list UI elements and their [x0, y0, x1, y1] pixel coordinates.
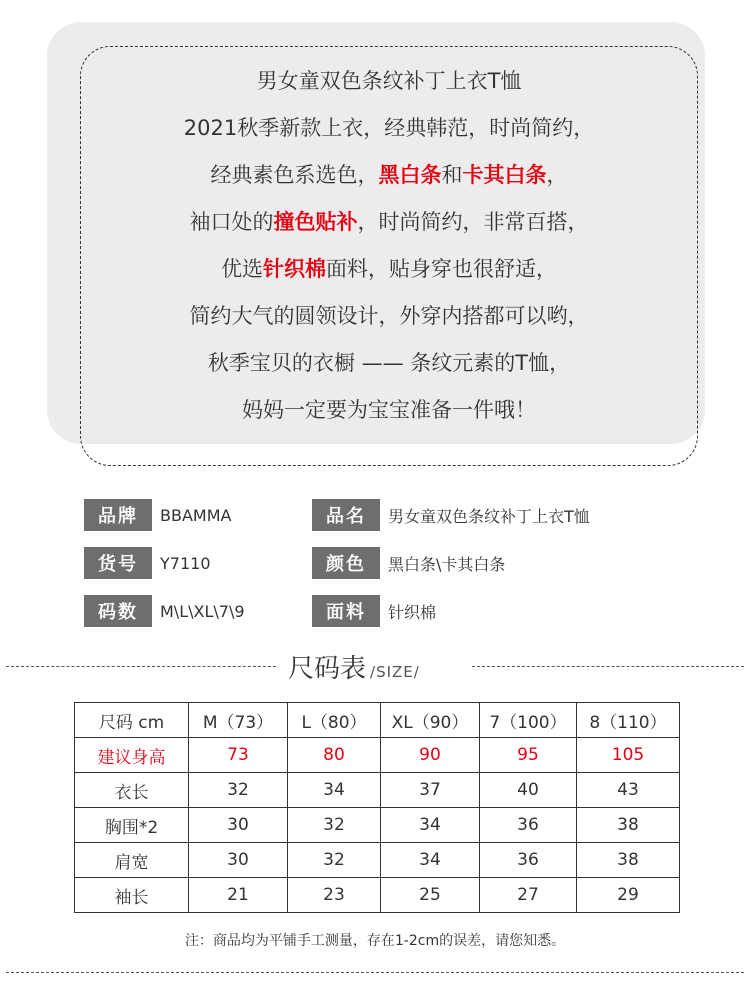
spec-item-no-label: 货号 [84, 547, 152, 579]
size-table-cell: 34 [381, 843, 480, 878]
intro-text: 和 [441, 163, 463, 187]
size-table-row [75, 878, 680, 913]
size-table-cell: 105 [577, 738, 680, 773]
spec-brand [84, 499, 231, 531]
spec-color [312, 547, 505, 579]
spec-item-no-value: Y7110 [160, 553, 211, 573]
size-table-cell: 34 [288, 773, 381, 808]
size-table-cell: 23 [288, 878, 381, 913]
size-chart-heading [288, 648, 463, 684]
size-table-row [75, 738, 680, 773]
intro-line [80, 246, 698, 293]
size-table-cell: 32 [288, 808, 381, 843]
size-table-row-label: 肩宽 [75, 843, 189, 878]
size-table-header-cell: 7（100） [480, 703, 577, 738]
size-table-cell: 36 [480, 808, 577, 843]
bottom-divider [6, 972, 744, 973]
size-table-cell: 21 [189, 878, 288, 913]
size-table-cell: 34 [381, 808, 480, 843]
size-table-cell: 80 [288, 738, 381, 773]
size-table [74, 702, 680, 913]
intro-highlight: 撞色贴补 [273, 210, 358, 234]
size-table-cell: 95 [480, 738, 577, 773]
size-table-cell: 43 [577, 773, 680, 808]
spec-brand-value: BBAMMA [160, 505, 232, 525]
intro-line [80, 199, 698, 246]
size-table-row-label: 袖长 [75, 878, 189, 913]
size-table-cell: 29 [577, 878, 680, 913]
size-table-cell: 73 [189, 738, 288, 773]
size-table-header-cell: L（80） [288, 703, 381, 738]
size-table-header-cell: 尺码 cm [75, 703, 189, 738]
size-table-cell: 38 [577, 808, 680, 843]
intro-line [80, 387, 698, 434]
size-table-cell: 32 [189, 773, 288, 808]
size-table-header-cell: 8（110） [577, 703, 680, 738]
intro-text: 经典素色系选色， [210, 163, 379, 187]
measurement-note: 注：商品均为平铺手工测量，存在1-2cm的误差，请您知悉。 [184, 933, 566, 949]
size-table-row [75, 808, 680, 843]
size-table-cell: 40 [480, 773, 577, 808]
size-table-row-label: 建议身高 [75, 738, 189, 773]
intro-highlight: 卡其白条 [462, 163, 547, 187]
spec-item-no [84, 547, 211, 579]
intro-text: 优选 [221, 257, 263, 281]
size-table-cell: 27 [480, 878, 577, 913]
intro-line [80, 293, 698, 340]
spec-color-label: 颜色 [312, 547, 380, 579]
size-table-cell: 32 [288, 843, 381, 878]
intro-text: 秋季宝贝的衣橱 —— 条纹元素的T恤， [207, 351, 571, 375]
size-table-cell: 38 [577, 843, 680, 878]
size-table-cell: 30 [189, 808, 288, 843]
spec-product-name-label: 品名 [312, 499, 380, 531]
size-table-header-cell: M（73） [189, 703, 288, 738]
spec-color-value: 黑白条\卡其白条 [388, 554, 506, 574]
spec-product-name [312, 499, 590, 531]
section-divider-left [6, 666, 276, 667]
intro-text: 面料，贴身穿也很舒适， [326, 257, 557, 281]
intro-text: 妈妈一定要为宝宝准备一件哦！ [242, 398, 536, 422]
size-table-cell: 25 [381, 878, 480, 913]
intro-highlight: 针织棉 [263, 257, 326, 281]
size-table-row [75, 773, 680, 808]
intro-text: 简约大气的圆领设计，外穿内搭都可以哟， [189, 304, 589, 328]
spec-sizes [84, 595, 245, 627]
size-table-cell: 30 [189, 843, 288, 878]
size-chart-title: 尺码表 [288, 654, 367, 684]
intro-line [80, 58, 698, 105]
spec-fabric [312, 595, 436, 627]
intro-line [80, 152, 698, 199]
size-chart-subtitle: /SIZE/ [370, 663, 420, 681]
size-table-cell: 37 [381, 773, 480, 808]
size-table-row [75, 843, 680, 878]
size-table-row-label: 胸围*2 [75, 808, 189, 843]
intro-line [80, 340, 698, 387]
intro-text: 袖口处的 [189, 210, 274, 234]
spec-sizes-value: M\L\XL\7\9 [160, 601, 245, 621]
intro-line [80, 105, 698, 152]
spec-fabric-label: 面料 [312, 595, 380, 627]
intro-text: 男女童双色条纹补丁上衣T恤 [256, 69, 522, 93]
spec-fabric-value: 针织棉 [388, 602, 437, 622]
spec-product-name-value: 男女童双色条纹补丁上衣T恤 [388, 506, 590, 526]
intro-highlight: 黑白条 [378, 163, 442, 187]
intro-description [80, 58, 698, 434]
size-table-header-row [75, 703, 680, 738]
intro-text: ， [546, 163, 568, 187]
intro-text: 2021秋季新款上衣，经典韩范，时尚简约， [183, 116, 595, 140]
size-table-cell: 36 [480, 843, 577, 878]
size-table-cell: 90 [381, 738, 480, 773]
size-table-header-cell: XL（90） [381, 703, 480, 738]
spec-sizes-label: 码数 [84, 595, 152, 627]
spec-brand-label: 品牌 [84, 499, 152, 531]
section-divider-right [472, 666, 744, 667]
size-table-row-label: 衣长 [75, 773, 189, 808]
intro-text: ，时尚简约，非常百搭， [357, 210, 589, 234]
